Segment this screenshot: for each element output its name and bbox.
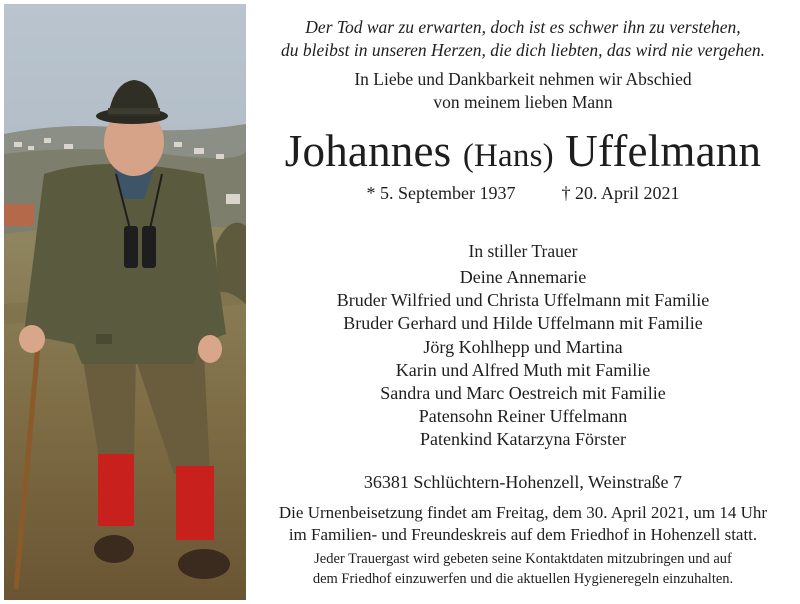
burial-info — [252, 502, 794, 546]
mourner-line: Patensohn Reiner Uffelmann — [418, 406, 628, 427]
notice-text — [252, 0, 794, 604]
portrait-photo-icon — [4, 4, 246, 600]
last-name: Uffelmann — [565, 126, 762, 176]
hygiene-notice — [252, 550, 794, 589]
mourning-heading: In stiller Trauer — [468, 241, 578, 261]
notice-line-2: dem Friedhof einzuwerfen und die aktuellen Hygieneregeln einzuhalten. — [312, 570, 734, 587]
mourner-line: Bruder Gerhard und Hilde Uffelmann mit Familie — [343, 313, 703, 334]
mourner-line: Sandra und Marc Oestreich mit Familie — [380, 383, 666, 404]
verse-line-2: du bleibst in unseren Herzen, die dich liebten, das wird nie vergehen. — [280, 40, 766, 60]
mourner-line: Patenkind Katarzyna Förster — [420, 429, 626, 450]
burial-line-2: im Familien- und Freundeskreis auf dem Friedhof in Hohenzell statt. — [288, 525, 758, 544]
first-name: Johannes — [284, 126, 452, 176]
mourner-line: Jörg Kohlhepp und Martina — [423, 336, 623, 357]
mourners-list — [252, 266, 794, 452]
portrait-photo — [4, 4, 246, 600]
death-date: † 20. April 2021 — [561, 183, 680, 203]
verse-line-1: Der Tod war zu erwarten, doch ist es schwer ihn zu verstehen, — [305, 17, 741, 37]
mourner-line: Karin und Alfred Muth mit Familie — [395, 359, 651, 380]
mourner-line: Deine Annemarie — [459, 267, 587, 287]
verse — [252, 16, 794, 62]
deceased-name — [252, 125, 794, 182]
nickname: (Hans) — [462, 138, 554, 174]
farewell-line-2: von meinem lieben Mann — [433, 92, 613, 112]
farewell-line-1: In Liebe und Dankbarkeit nehmen wir Abschied — [354, 69, 692, 89]
burial-line-1: Die Urnenbeisetzung findet am Freitag, dem 30. April 2021, um 14 Uhr — [278, 503, 768, 522]
life-dates — [252, 181, 794, 205]
notice-line-1: Jeder Trauergast wird gebeten seine Kontaktdaten mitzubringen und auf — [314, 551, 732, 567]
farewell — [252, 68, 794, 114]
mourner-line: Bruder Wilfried und Christa Uffelmann mit Familie — [336, 290, 710, 311]
address: 36381 Schlüchtern-Hohenzell, Weinstraße 7 — [363, 472, 683, 492]
birth-date: * 5. September 1937 — [366, 183, 516, 203]
